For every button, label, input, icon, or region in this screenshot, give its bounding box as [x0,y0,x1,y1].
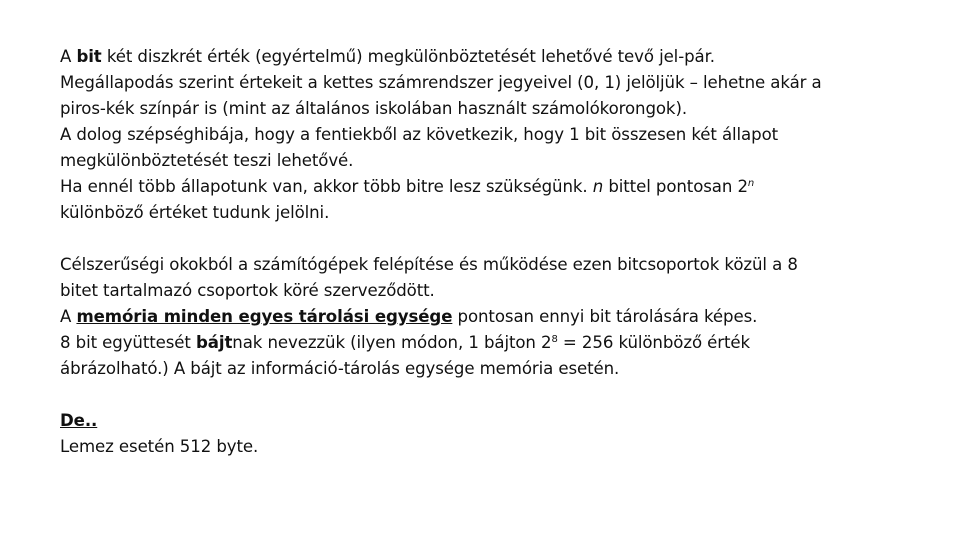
text-line: piros-kék színpár is (mint az általános iskolában használt számolókorongok). [60,99,687,118]
text-line: megkülönböztetését teszi lehetővé. [60,151,354,170]
exponent-8: 8 [551,334,558,345]
byte-term: bájt [196,333,233,352]
text-line [60,330,920,356]
exponent-n: n [747,178,755,189]
text-run: bittel pontosan 2 [603,177,748,196]
text-run: = 256 különböző érték [557,333,751,352]
bit-term: bit [76,47,102,66]
text-run: Ha ennél több állapotunk van, akkor több bitre lesz szükségünk. [60,177,593,196]
text-run: pontosan ennyi bit tárolására képes. [452,307,758,326]
text-line: különböző értéket tudunk jelölni. [60,203,330,222]
text-line: Megállapodás szerint értekeit a kettes számrendszer jegyeivel (0, 1) jelöljük – lehetne akár a [60,73,822,92]
text-line: Lemez esetén 512 byte. [60,437,259,456]
text-line: A dolog szépséghibája, hogy a fentiekből az következik, hogy 1 bit összesen két állapot [60,125,779,144]
text-run: 8 bit együttesét [60,333,196,352]
text-line: bitet tartalmazó csoportok köré szerveződött. [60,281,435,300]
paragraph-byte-definition [60,252,920,382]
paragraph-spacer [60,382,920,408]
text-run: A [60,307,77,326]
variable-n: n [592,177,604,196]
text-line [60,44,920,70]
paragraph-disk-note [60,408,920,460]
text-run: A [60,47,77,66]
paragraph-spacer [60,226,920,252]
text-line: ábrázolható.) A bájt az információ-tárolás egysége memória esetén. [60,359,620,378]
paragraph-bit-definition [60,44,920,226]
text-line [60,174,920,200]
text-run: két diszkrét érték (egyértelmű) megkülönböztetését lehetővé tevő jel-pár. [101,47,715,66]
text-run: nak nevezzük (ilyen módon, 1 bájton 2 [232,333,552,352]
text-line: Célszerűségi okokból a számítógépek felépítése és működése ezen bitcsoportok közül a 8 [60,255,798,274]
de-heading: De.. [60,411,98,430]
text-line [60,304,920,330]
memory-unit-emphasis: memória minden egyes tárolási egysége [76,307,453,326]
slide-body [60,44,920,460]
